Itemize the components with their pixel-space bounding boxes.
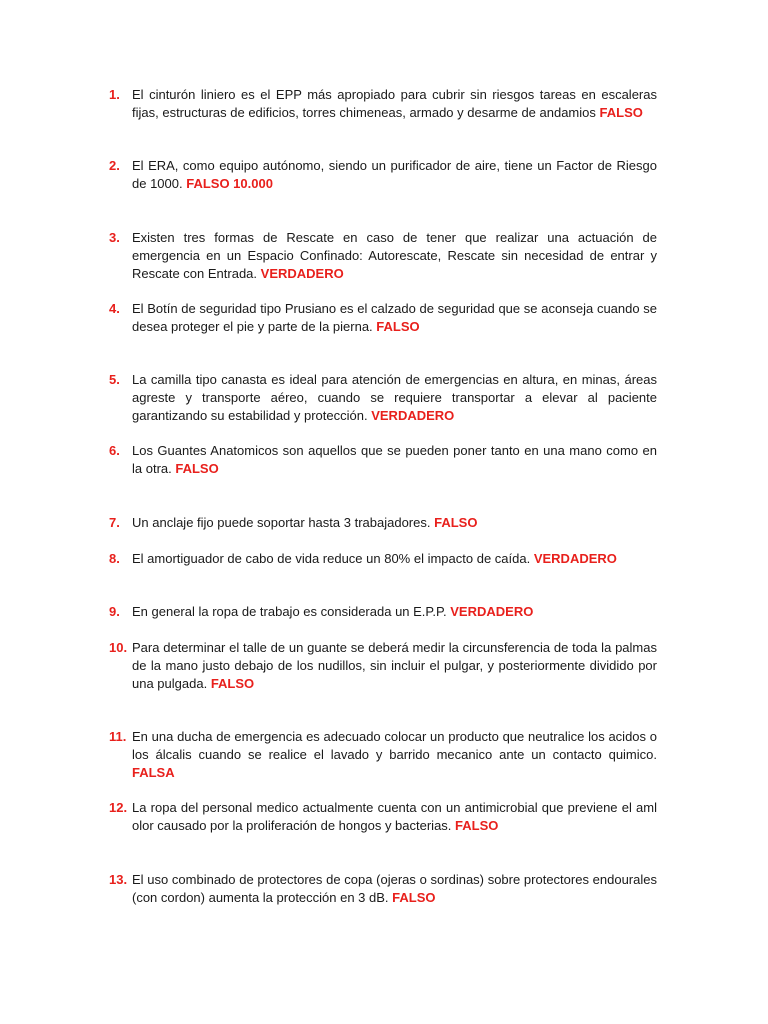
question-item-4 [109,300,657,336]
question-item-1 [109,86,657,122]
question-number: 5. [109,372,120,387]
answer-label: VERDADERO [371,407,455,423]
answer-label: FALSA [132,764,175,780]
question-number: 1. [109,87,120,102]
question-item-3 [109,229,657,283]
question-item-12 [109,799,657,835]
question-text: Existen tres formas de Rescate en caso de tener que realizar una actuación de emergencia en un Espacio Confinado: Autorescate, Rescate sin necesidad de entrar y Rescate con Entrada. [132,230,657,281]
answer-label: FALSO [434,515,478,530]
question-text: La camilla tipo canasta es ideal para atención de emergencias en altura, en minas, áreas agreste y transporte aéreo, cuando se requiere transportar a elevar al paciente garantizando su estabilidad y protección. [132,372,657,423]
answer-label: FALSO [376,318,420,334]
question-text: El uso combinado de protectores de copa (ojeras o sordinas) sobre protectores endourales (con cordon) aumenta la protección en 3 dB. [132,872,657,905]
question-text: Un anclaje fijo puede soportar hasta 3 trabajadores. [132,515,431,530]
question-item-13 [109,871,657,907]
question-number: 8. [109,551,120,566]
question-item-9 [109,603,657,621]
answer-label: VERDADERO [533,551,617,566]
question-number: 12. [109,800,128,815]
question-text: El amortiguador de cabo de vida reduce un 80% el impacto de caída. [132,551,531,566]
question-text: En general la ropa de trabajo es considerada un E.P.P. [132,604,447,619]
question-number: 6. [109,443,120,458]
answer-label: FALSO [455,817,499,833]
question-number: 13. [109,872,128,887]
answer-label: FALSO [210,675,255,691]
question-text: El cinturón liniero es el EPP más apropiado para cubrir sin riesgos tareas en escaleras fijas, estructuras de edificios, torres chimeneas, armado y desarme de andamios [132,87,657,120]
question-number: 2. [109,158,120,173]
question-item-5 [109,371,657,425]
question-item-11 [109,728,657,782]
question-number: 10. [109,640,128,655]
question-text: Para determinar el talle de un guante se deberá medir la circunsferencia de toda la palmas de la mano justo debajo de los nudillos, sin incluir el pulgar, y posteriormente dividido por una pulgada. [132,640,657,691]
question-text: El ERA, como equipo autónomo, siendo un purificador de aire, tiene un Factor de Riesgo de 1000. [132,158,657,191]
answer-label: VERDADERO [450,604,534,619]
question-text: El Botín de seguridad tipo Prusiano es el calzado de seguridad que se aconseja cuando se desea proteger el pie y parte de la pierna. [132,301,657,334]
question-item-6 [109,442,657,478]
question-number: 4. [109,301,120,316]
answer-label: FALSO 10.000 [186,175,273,191]
question-item-7 [109,514,657,532]
question-number: 7. [109,515,120,530]
question-item-8 [109,550,657,568]
question-text: En una ducha de emergencia es adecuado colocar un producto que neutralice los acidos o los álcalis cuando se realice el lavado y barrido mecanico ante un contacto quimico. [132,729,657,762]
answer-label: VERDADERO [260,265,344,281]
answer-label: FALSO [392,889,436,905]
question-item-10 [109,639,657,693]
question-text: La ropa del personal medico actualmente cuenta con un antimicrobial que previene el aml olor causado por la proliferación de hongos y bacterias. [132,800,657,833]
question-number: 3. [109,230,120,245]
question-number: 11. [109,729,127,744]
question-item-2 [109,157,657,193]
answer-label: FALSO [175,460,219,476]
answer-label: FALSO [599,104,643,120]
question-number: 9. [109,604,120,619]
question-text: Los Guantes Anatomicos son aquellos que se pueden poner tanto en una mano como en la otra. [132,443,657,476]
